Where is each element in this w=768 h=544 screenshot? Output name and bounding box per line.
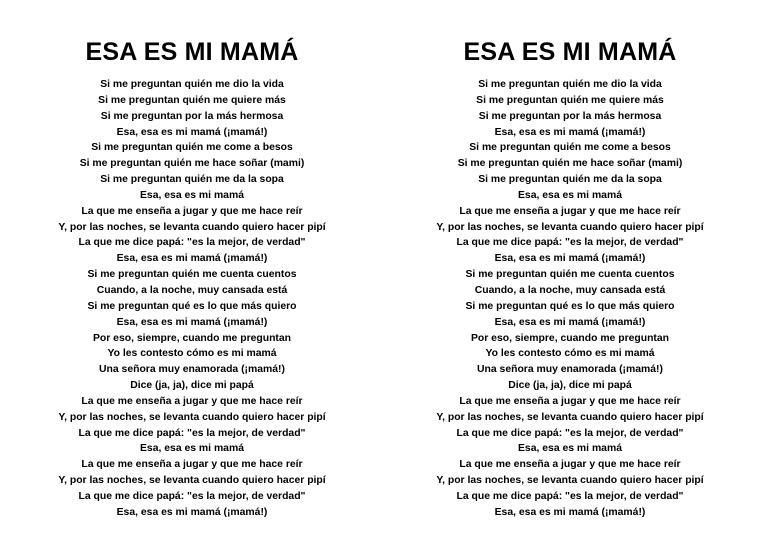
lyric-line: Esa, esa es mi mamá: [518, 443, 622, 455]
lyric-line: La que me dice papá: "es la mejor, de verdad": [456, 490, 684, 502]
lyric-line: Una señora muy enamorada (¡mamá!): [99, 364, 285, 376]
lyric-line: Esa, esa es mi mamá (¡mamá!): [116, 253, 268, 265]
lyric-line: Cuando, a la noche, muy cansada está: [474, 284, 666, 296]
lyric-line: Si me preguntan por la más hermosa: [478, 110, 662, 122]
lyric-line: Si me preguntan quién me da la sopa: [478, 174, 662, 186]
lyrics-list: [0, 77, 384, 521]
lyric-line: La que me dice papá: "es la mejor, de verdad": [78, 427, 306, 439]
lyric-line: Si me preguntan quién me dio la vida: [100, 79, 284, 90]
lyric-line: La que me dice papá: "es la mejor, de verdad": [78, 237, 306, 249]
lyric-line: Si me preguntan quién me quiere más: [476, 94, 664, 106]
lyric-line: La que me enseña a jugar y que me hace reír: [81, 205, 303, 217]
lyric-line: Si me preguntan quién me dio la vida: [478, 79, 662, 90]
lyric-line: La que me enseña a jugar y que me hace reír: [81, 395, 303, 407]
lyric-line: Y, por las noches, se levanta cuando quiero hacer pipí: [58, 221, 326, 233]
lyric-line: Por eso, siempre, cuando me preguntan: [470, 332, 670, 344]
lyric-line: La que me dice papá: "es la mejor, de verdad": [456, 427, 684, 439]
lyric-line: La que me enseña a jugar y que me hace reír: [459, 205, 681, 217]
lyric-line: Si me preguntan quién me come a besos: [469, 142, 671, 154]
song-title: ESA ES MI MAMÁ: [85, 38, 299, 66]
lyric-line: Y, por las noches, se levanta cuando quiero hacer pipí: [58, 475, 326, 487]
lyric-line: Si me preguntan qué es lo que más quiero: [87, 300, 297, 312]
lyric-line: Una señora muy enamorada (¡mamá!): [477, 364, 663, 376]
lyric-line: Si me preguntan quién me cuenta cuentos: [465, 269, 675, 281]
lyric-line: Si me preguntan quién me hace soñar (mami): [457, 158, 683, 170]
lyric-line: Esa, esa es mi mamá (¡mamá!): [116, 506, 268, 518]
lyric-line: Dice (ja, ja), dice mi papá: [130, 380, 254, 392]
lyric-line: Esa, esa es mi mamá: [140, 443, 244, 455]
lyric-line: Si me preguntan quién me hace soñar (mami): [79, 158, 305, 170]
lyric-line: Y, por las noches, se levanta cuando quiero hacer pipí: [58, 411, 326, 423]
lyric-line: Esa, esa es mi mamá (¡mamá!): [494, 253, 646, 265]
lyric-line: Y, por las noches, se levanta cuando quiero hacer pipí: [436, 475, 704, 487]
song-title: ESA ES MI MAMÁ: [463, 38, 677, 66]
lyric-line: Si me preguntan por la más hermosa: [100, 110, 284, 122]
lyric-line: Esa, esa es mi mamá: [518, 189, 622, 201]
lyric-line: La que me enseña a jugar y que me hace reír: [459, 459, 681, 471]
lyric-line: Yo les contesto cómo es mi mamá: [485, 348, 655, 360]
lyric-line: Si me preguntan quién me da la sopa: [100, 174, 284, 186]
lyric-line: Yo les contesto cómo es mi mamá: [107, 348, 277, 360]
lyric-line: Si me preguntan quién me come a besos: [91, 142, 293, 154]
lyric-line: Si me preguntan quién me quiere más: [98, 94, 286, 106]
lyric-line: Esa, esa es mi mamá (¡mamá!): [494, 126, 646, 138]
lyric-line: Y, por las noches, se levanta cuando quiero hacer pipí: [436, 411, 704, 423]
lyric-line: La que me dice papá: "es la mejor, de verdad": [456, 237, 684, 249]
lyric-line: Cuando, a la noche, muy cansada está: [96, 284, 288, 296]
lyric-line: La que me enseña a jugar y que me hace reír: [459, 395, 681, 407]
lyric-line: Por eso, siempre, cuando me preguntan: [92, 332, 292, 344]
lyric-line: La que me dice papá: "es la mejor, de verdad": [78, 490, 306, 502]
lyric-line: Esa, esa es mi mamá: [140, 189, 244, 201]
lyric-line: Y, por las noches, se levanta cuando quiero hacer pipí: [436, 221, 704, 233]
lyric-line: Esa, esa es mi mamá (¡mamá!): [494, 316, 646, 328]
lyric-line: Esa, esa es mi mamá (¡mamá!): [116, 316, 268, 328]
lyric-line: Si me preguntan qué es lo que más quiero: [465, 300, 675, 312]
lyric-line: La que me enseña a jugar y que me hace reír: [81, 459, 303, 471]
lyric-line: Si me preguntan quién me cuenta cuentos: [87, 269, 297, 281]
lyrics-sheet-right: [378, 0, 762, 544]
lyric-line: Esa, esa es mi mamá (¡mamá!): [494, 506, 646, 518]
lyric-line: Esa, esa es mi mamá (¡mamá!): [116, 126, 268, 138]
lyric-line: Dice (ja, ja), dice mi papá: [508, 380, 632, 392]
lyrics-list: [378, 77, 762, 521]
